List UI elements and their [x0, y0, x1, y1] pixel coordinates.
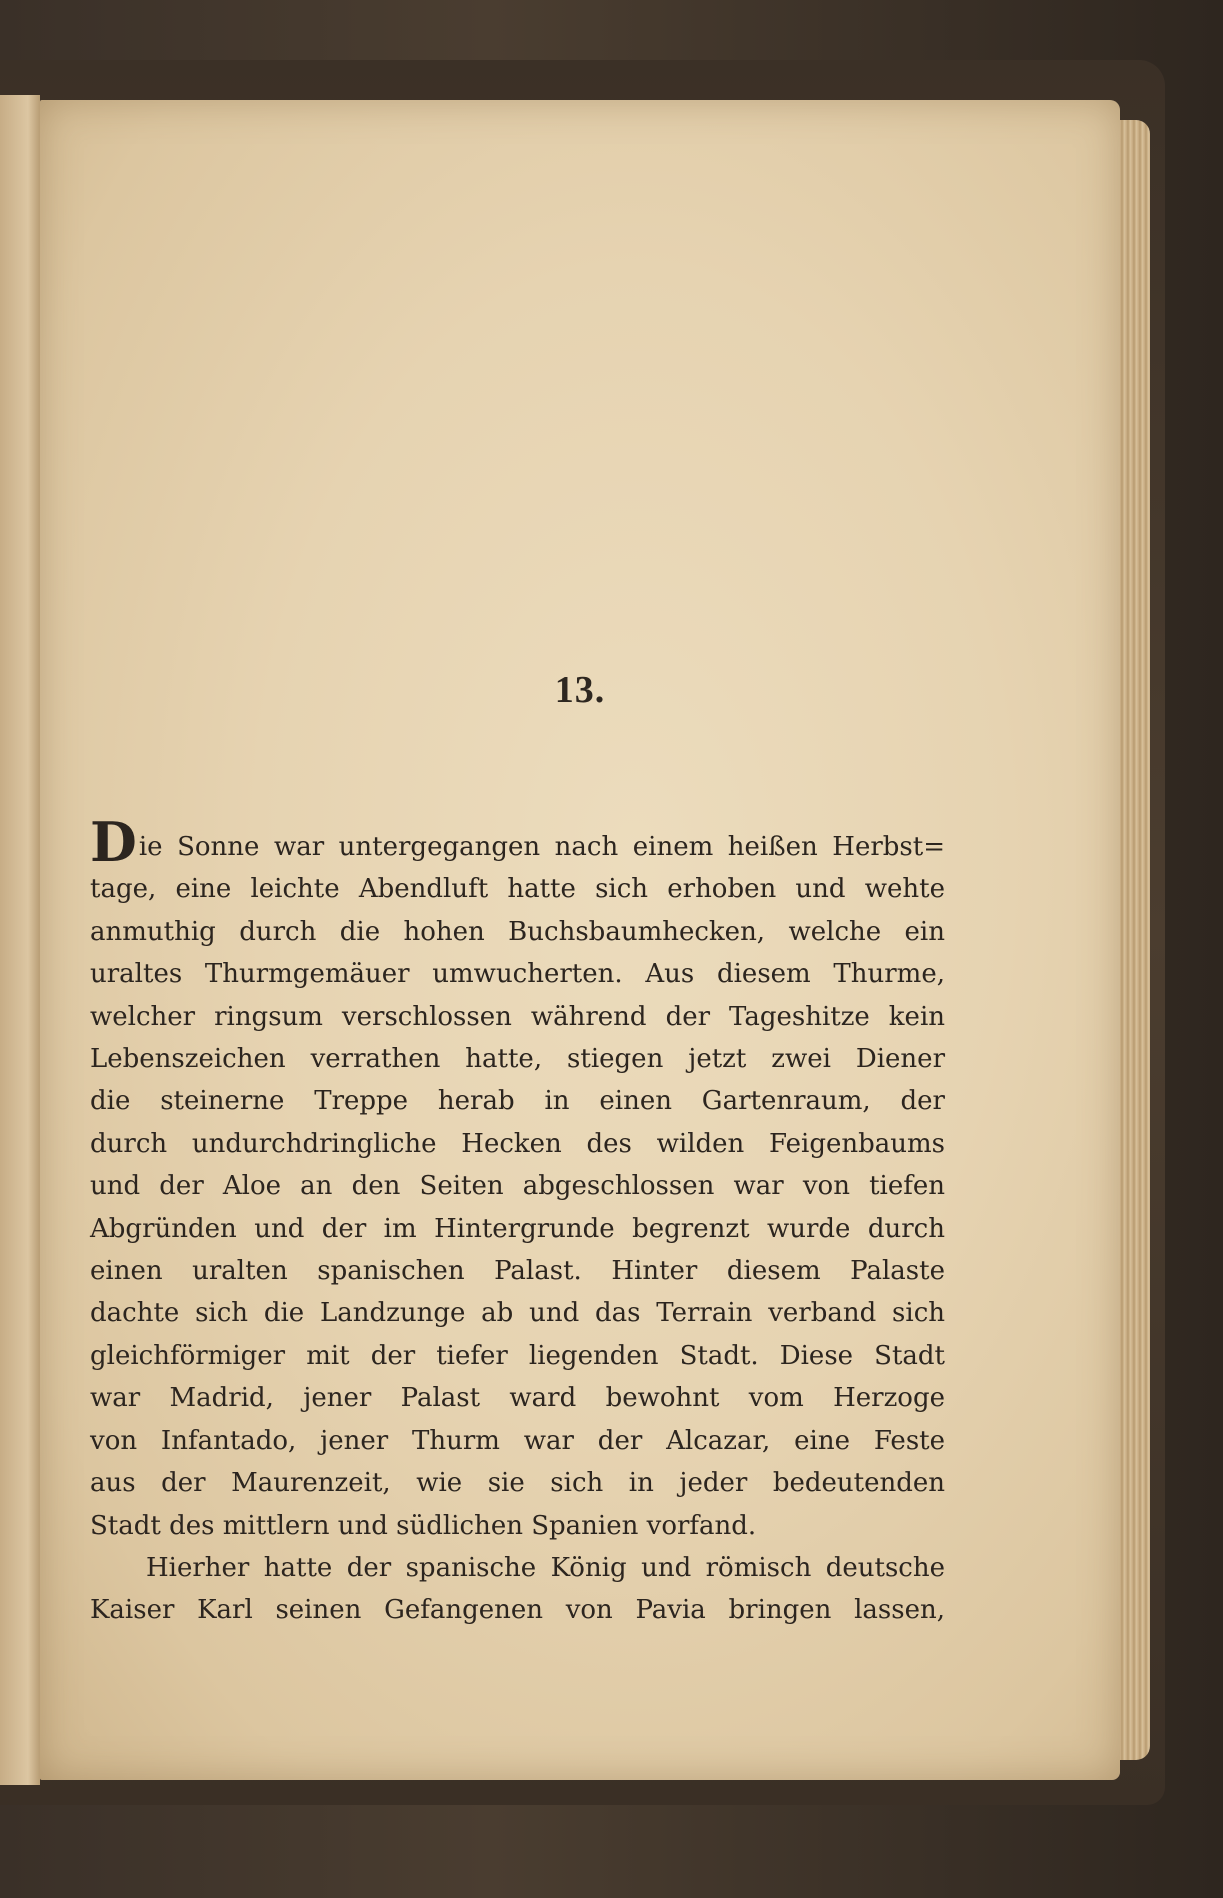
- body-text: [90, 810, 945, 1632]
- text-line: gleichförmiger mit der tiefer liegenden Stadt. Diese Stadt: [90, 1340, 945, 1371]
- text-line: die steinerne Treppe herab in einen Gartenraum, der: [90, 1086, 945, 1117]
- text-line: von Infantado, jener Thurm war der Alcazar, eine Feste: [90, 1425, 945, 1456]
- text-line: war Madrid, jener Palast ward bewohnt vom Herzoge: [90, 1383, 945, 1414]
- text-line: uraltes Thurmgemäuer umwucherten. Aus diesem Thurme,: [90, 959, 945, 990]
- drop-cap: D: [90, 810, 137, 874]
- text-line: aus der Maurenzeit, wie sie sich in jeder bedeutenden: [90, 1468, 945, 1499]
- chapter-number: 13.: [554, 669, 606, 711]
- text-line: dachte sich die Landzunge ab und das Terrain verband sich: [90, 1298, 945, 1329]
- text-line: Hierher hatte der spanische König und römisch deutsche: [146, 1552, 945, 1583]
- text-line: Die Sonne war untergegangen nach einem heißen Herbst=: [90, 810, 945, 874]
- text-line: anmuthig durch die hohen Buchsbaumhecken, welche ein: [90, 916, 945, 947]
- text-line: welcher ringsum verschlossen während der Tageshitze kein: [90, 1001, 945, 1032]
- text-line: Stadt des mittlern und südlichen Spanien vorfand.: [90, 1510, 757, 1541]
- text-line: Kaiser Karl seinen Gefangenen von Pavia bringen lassen,: [90, 1595, 945, 1626]
- text-line: Abgründen und der im Hintergrunde begrenzt wurde durch: [90, 1213, 945, 1244]
- text-line: und der Aloe an den Seiten abgeschlossen war von tiefen: [90, 1171, 945, 1202]
- text-line: tage, eine leichte Abendluft hatte sich erhoben und wehte: [90, 874, 945, 905]
- left-page-edge: [0, 95, 40, 1785]
- text-line: Lebenszeichen verrathen hatte, stiegen jetzt zwei Diener: [90, 1044, 945, 1075]
- text-line: durch undurchdringliche Hecken des wilden Feigenbaums: [90, 1128, 945, 1159]
- book-page: [40, 100, 1120, 1780]
- text-line: einen uralten spanischen Palast. Hinter diesem Palaste: [90, 1256, 945, 1287]
